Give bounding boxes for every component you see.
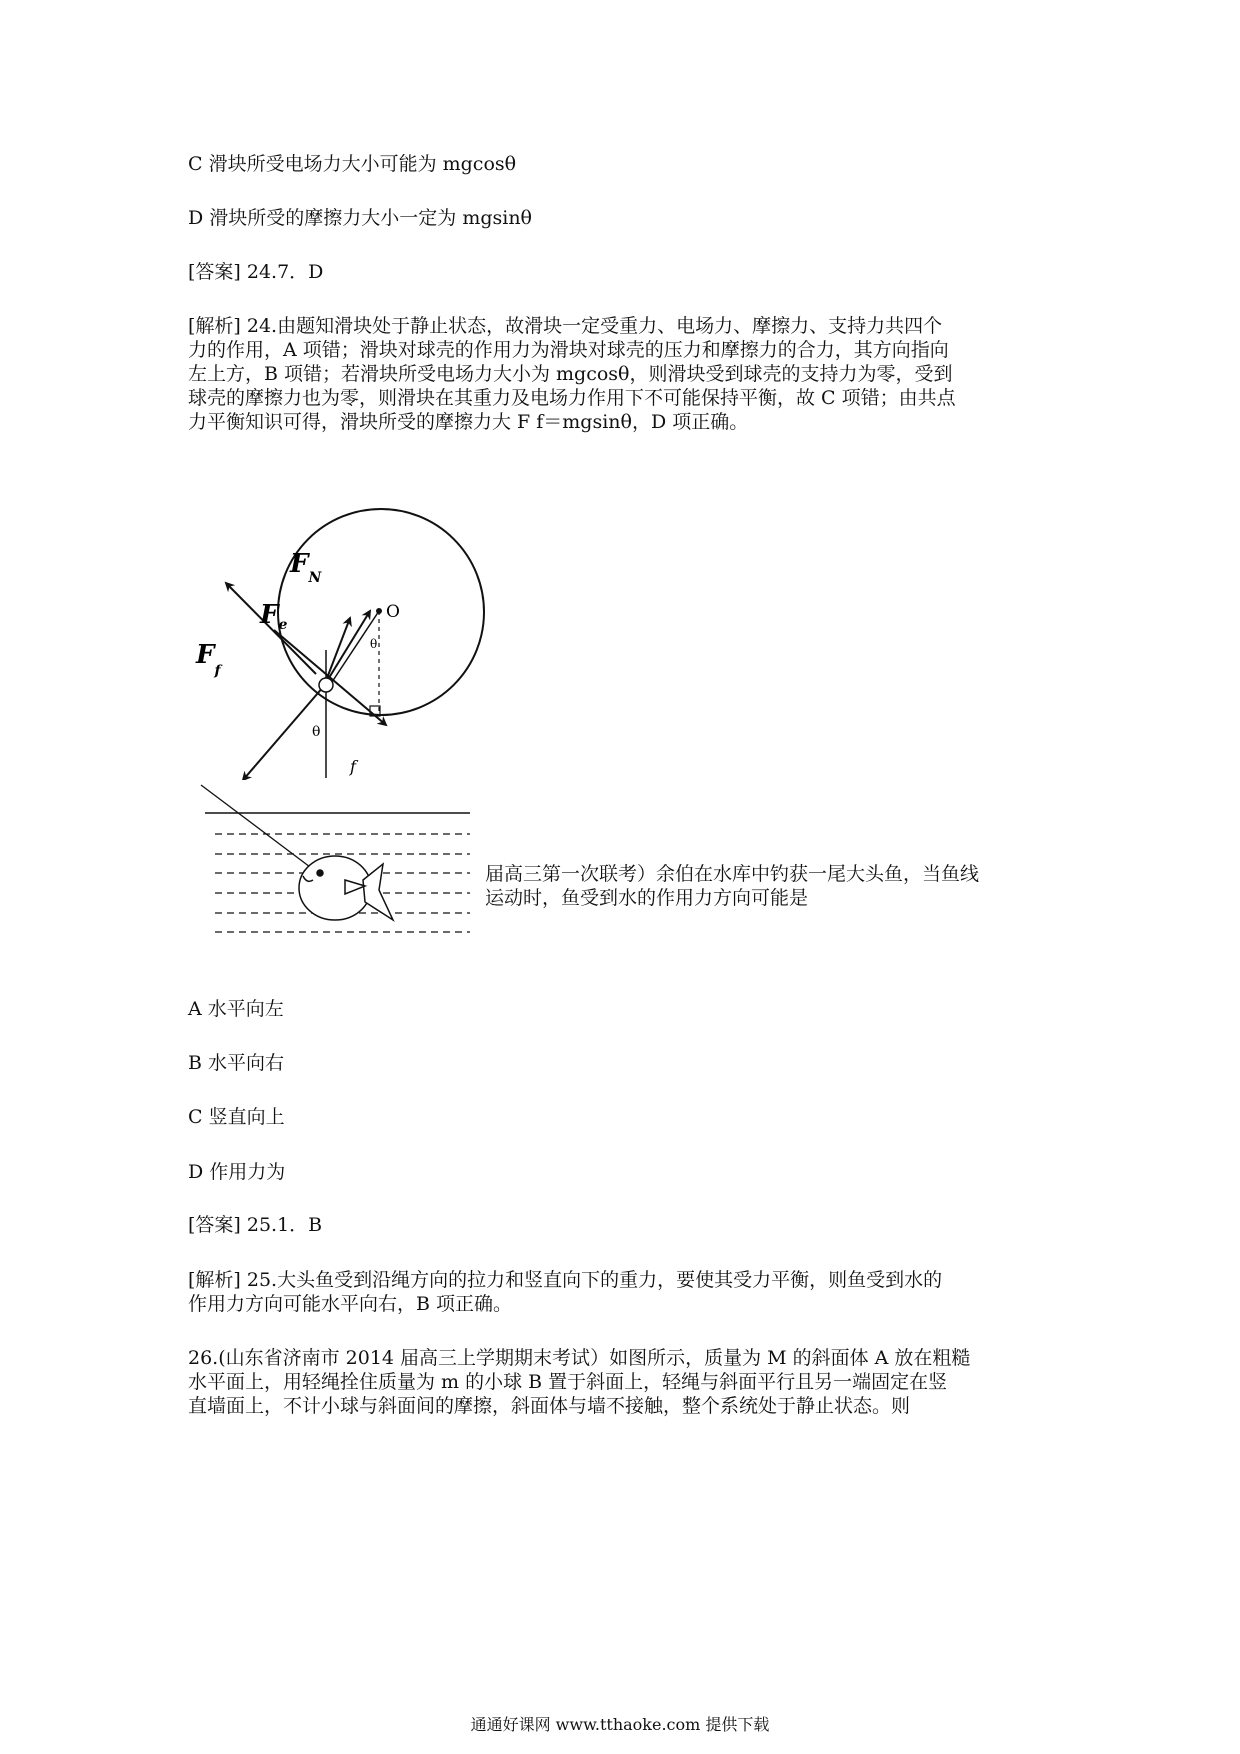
q25-option-b: B 水平向右 [188,1052,285,1074]
stem-line: 水平面上，用轻绳拴住质量为 m 的小球 B 置于斜面上，轻绳与斜面平行且另一端固定在竖 [188,1371,948,1393]
slider-block [319,678,333,692]
svg-text:Fe [259,600,287,633]
analysis-line: [解析] 24.由题知滑块处于静止状态，故滑块一定受重力、电场力、摩擦力、支持力共四个 [188,315,943,337]
analysis-line: 作用力方向可能水平向右，B 项正确。 [188,1293,513,1315]
electric-force-label: F [260,600,279,630]
q25-answer: [答案] 25.1．B [188,1214,323,1236]
stem-line: 直墙面上，不计小球与斜面间的摩擦，斜面体与墙不接触，整个系统处于静止状态。则 [188,1395,911,1417]
page-footer: 通通好课网 www.tthaoke.com 提供下载 [470,1715,770,1734]
q25-option-a: A 水平向左 [188,998,284,1020]
normal-force-arrow [324,611,370,686]
theta-bottom-label: θ [312,724,321,740]
normal-force-label: F [290,549,309,579]
friction-force-label: F [196,640,215,670]
analysis-line: 力平衡知识可得，滑块所受的摩擦力大 F f＝mgsinθ，D 项正确。 [188,411,749,433]
analysis-line: [解析] 25.大头鱼受到沿绳方向的拉力和竖直向下的重力，要使其受力平衡，则鱼受到水的 [188,1269,943,1291]
svg-text:FN [289,549,322,586]
q24-answer: [答案] 24.7．D [188,261,324,283]
q24-option-d: D 滑块所受的摩擦力大小一定为 mgsinθ [188,207,532,229]
electric-force-subscript: e [278,617,288,633]
q25-analysis [188,1268,1068,1316]
svg-text:Ff [195,640,223,679]
q26-stem [188,1346,1068,1418]
friction-force-subscript: f [214,663,221,679]
stem-line: 运动时，鱼受到水的作用力方向可能是 [485,887,809,909]
analysis-line: 左上方，B 项错；若滑块所受电场力大小为 mgcosθ，则滑块受到球壳的支持力为零，受到 [188,363,953,385]
stem-line: 届高三第一次联考）余伯在水库中钓获一尾大头鱼，当鱼线 [485,863,980,885]
analysis-line: 力的作用，A 项错；滑块对球壳的作用力为滑块对球壳的压力和摩擦力的合力，其方向指向 [188,339,949,361]
q24-analysis [188,314,1068,434]
theta-top-label: θ [370,637,378,651]
force-diagram [190,480,510,780]
stem-line: 26.(山东省济南市 2014 届高三上学期期末考试）如图所示，质量为 M 的斜面体 A 放在粗糙 [188,1347,971,1369]
center-label: O [386,602,400,622]
fish-diagram [195,780,485,945]
q25-option-c: C 竖直向上 [188,1106,285,1128]
fish-icon [299,856,393,920]
q24-option-c: C 滑块所受电场力大小可能为 mgcosθ [188,153,517,175]
fishing-line [201,785,318,873]
q25-option-d: D 作用力为 [188,1161,286,1183]
friction-small-label: f [350,757,356,776]
normal-force-subscript: N [308,570,322,586]
q25-stem [485,862,1085,910]
analysis-line: 球壳的摩擦力也为零，则滑块在其重力及电场力作用下不可能保持平衡，故 C 项错；由共点 [188,387,956,409]
